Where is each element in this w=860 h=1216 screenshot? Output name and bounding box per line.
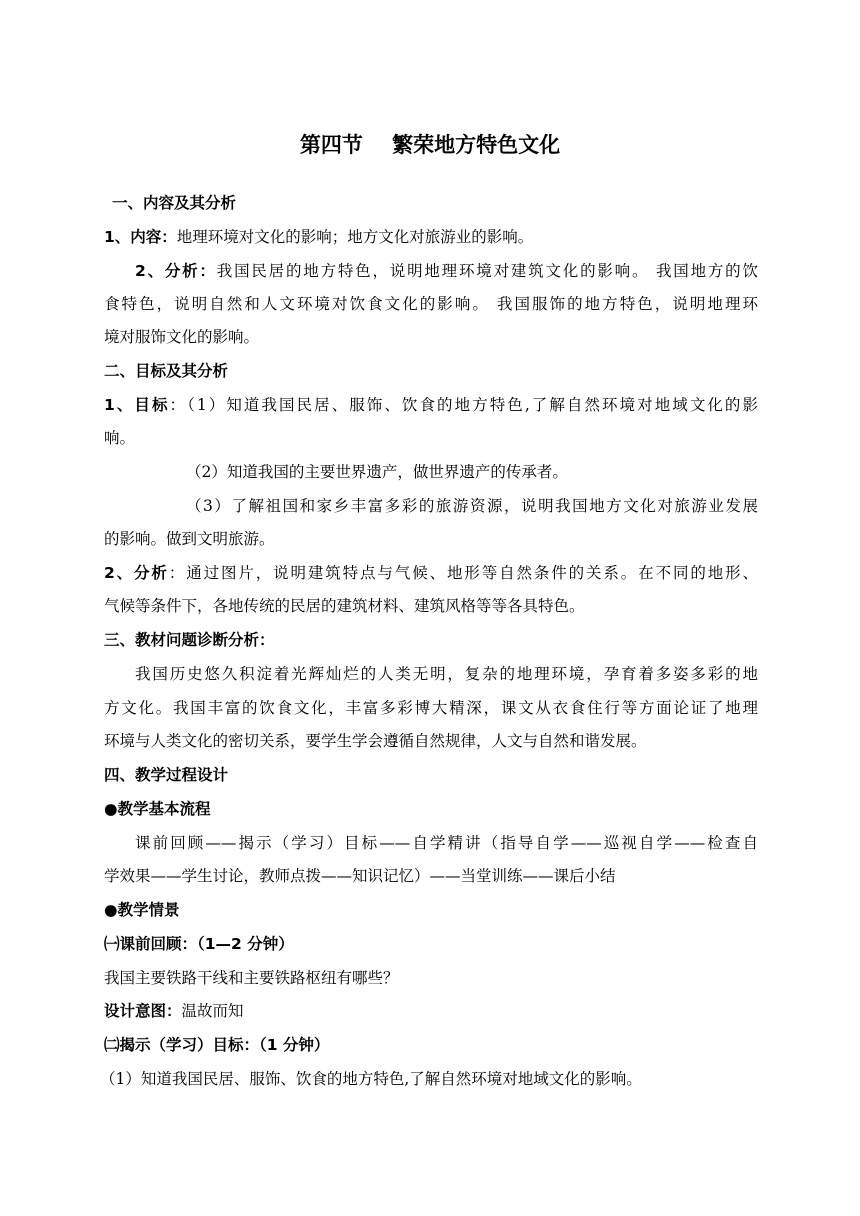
reveal-goal1: （1）知道我国民居、服饰、饮食的地方特色,了解自然环境对地域文化的影响。	[100, 1070, 642, 1088]
s1-item1-text: 地理环境对文化的影响；地方文化对旅游业的影响。	[176, 228, 534, 246]
s2-analysis-label: 2、分析	[104, 564, 169, 582]
s1-item2-label: 2、分析：	[135, 262, 217, 280]
flow-heading: ●教学基本流程	[104, 800, 211, 818]
s1-item1	[104, 225, 764, 249]
s2-analysis-line1	[104, 561, 758, 585]
s1-item1-label: 1、内容：	[104, 228, 177, 246]
section-3-heading: 三、教材问题诊断分析：	[104, 631, 275, 649]
flow-line2: 学效果——学生讨论，教师点拨——知识记忆）——当堂训练——课后小结	[104, 867, 616, 885]
s2-goal1-text: ：（1）知道我国民居、服饰、饮食的地方特色,了解自然环境对地域文化的影	[169, 396, 758, 414]
s1-item2-line3: 境对服饰文化的影响。	[104, 328, 260, 346]
design-intent-text: 温故而知	[181, 1002, 244, 1020]
s1-item2-line2: 食特色，说明自然和人文环境对饮食文化的影响。 我国服饰的地方特色，说明地理环	[104, 295, 758, 313]
s2-goal2: （2）知道我国的主要世界遗产，做世界遗产的传承者。	[186, 463, 568, 481]
s1-item2-line1	[135, 259, 758, 283]
s2-analysis-line2: 气候等条件下，各地传统的民居的建筑材料、建筑风格等等各具特色。	[104, 597, 585, 615]
design-intent-label: 设计意图：	[104, 1002, 182, 1020]
section-2-heading: 二、目标及其分析	[104, 362, 229, 380]
s3-line2: 方文化。我国丰富的饮食文化，丰富多彩博大精深，课文从衣食住行等方面论证了地理	[104, 699, 758, 717]
s2-goal1-line1	[104, 393, 758, 417]
s2-goal3-line1: （3）了解祖国和家乡丰富多彩的旅游资源，说明我国地方文化对旅游业发展	[186, 497, 758, 515]
scene-heading: ●教学情景	[104, 901, 180, 919]
review-heading: ㈠课前回顾：（1—2 分钟）	[104, 935, 294, 953]
s2-goal1-line2: 响。	[104, 429, 136, 447]
section-1-heading: 一、内容及其分析	[112, 194, 237, 212]
review-question: 我国主要铁路干线和主要铁路枢纽有哪些？	[104, 969, 399, 987]
s2-goal3-line2: 的影响。做到文明旅游。	[104, 530, 275, 548]
page-title: 第四节 繁荣地方特色文化	[299, 133, 561, 157]
reveal-heading: ㈡揭示（学习）目标：（1 分钟）	[104, 1036, 330, 1054]
design-intent	[104, 999, 764, 1023]
s2-analysis-text: ：通过图片，说明建筑特点与气候、地形等自然条件的关系。在不同的地形、	[168, 564, 758, 582]
s3-line1: 我国历史悠久积淀着光辉灿烂的人类无明，复杂的地理环境，孕育着多姿多彩的地	[135, 665, 758, 683]
s3-line3: 环境与人类文化的密切关系，要学生学会遵循自然规律，人文与自然和谐发展。	[104, 732, 647, 750]
flow-line1: 课前回顾——揭示（学习）目标——自学精讲（指导自学——巡视自学——检查自	[135, 834, 758, 852]
s1-item2-text-1: 我国民居的地方特色，说明地理环境对建筑文化的影响。 我国地方的饮	[216, 262, 758, 280]
s2-goal-label: 1、目标	[104, 396, 170, 414]
section-4-heading: 四、教学过程设计	[104, 766, 229, 784]
